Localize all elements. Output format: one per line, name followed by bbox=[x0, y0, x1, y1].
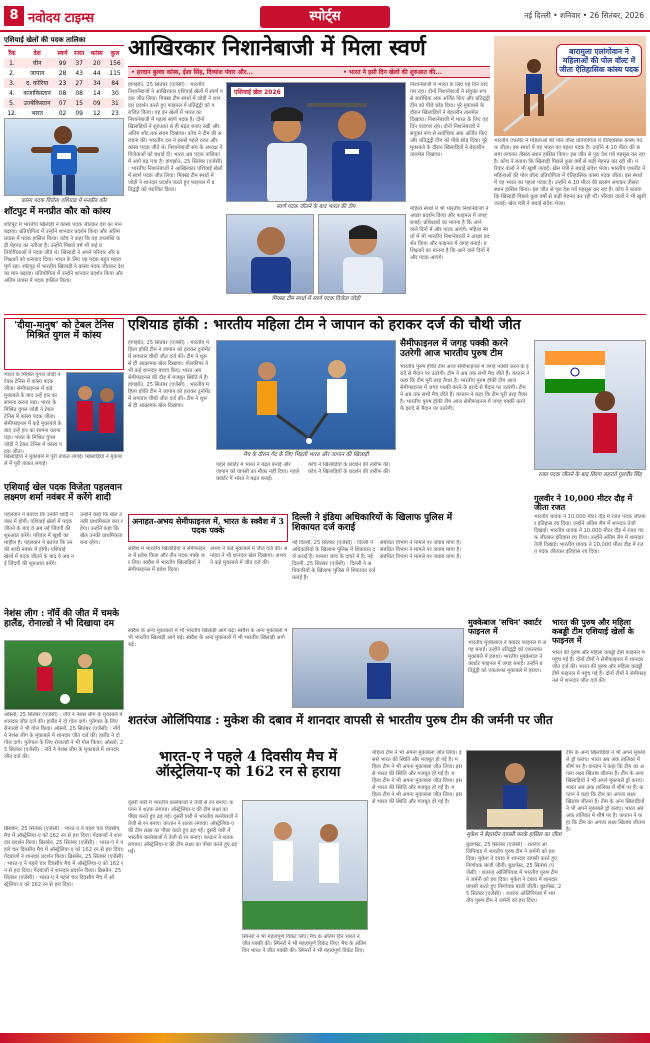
section-divider bbox=[4, 314, 646, 315]
story-body: खिलाड़ियों ने मुकाबले में पूरी ताकत लगाई। खिलाड़ियों ने मुकाबले में पूरी ताकत लगाई। bbox=[4, 454, 122, 467]
cricket-headline: भारत-ए ने पहले 4 दिवसीय मैच में ऑस्ट्रेलिया-ए को 162 रन से हराया bbox=[155, 749, 341, 781]
medalist-figure bbox=[319, 215, 406, 294]
hockey-caption: मैच के दौरान गेंद के लिए भिड़ती भारत और जापान की खिलाड़ी bbox=[243, 452, 369, 458]
story-headline: नेशंस लीग : नॉर्वे की जीत में चमके हालैंड, रोनाल्डो ने भी दिखाया दम bbox=[4, 609, 120, 629]
cricket-story-body-3: स्पिनरों ने भी महत्वपूर्ण विकेट लिए। मैच के अंतिम दिन भारत ने जीत पक्की की। स्पिनरों ने भी महत्वपूर्ण विकेट लिए। मैच के अंतिम दिन भारत ने जीत पक्की की। स्पिनरों ने भी महत्वपूर्ण विकेट लिए। bbox=[242, 934, 367, 954]
football-players-figure bbox=[5, 641, 124, 710]
medalist-figure bbox=[227, 215, 314, 294]
chess-caption: मुकेश ने बेहतरीन वापसी करके हासिल का जीता bbox=[466, 832, 562, 838]
medal-table-box bbox=[4, 36, 124, 116]
photo-caption: कांस्य पदक विजेता एशियाड में मनप्रीत कौर bbox=[21, 198, 107, 204]
table-row: 1. चीन 99 37 20 156 bbox=[4, 58, 124, 68]
hockey-players-figure bbox=[217, 341, 396, 450]
medalist-photo-1 bbox=[226, 214, 314, 294]
medal-table-title: एशियाई खेलों की पदक तालिका bbox=[4, 36, 124, 46]
chess-headline: शतरंज ओलिंपियाड : मुकेश की दबाव में शानदार वापसी से भारतीय पुरुष टीम की जर्मनी पर जीत bbox=[128, 713, 553, 727]
story-body: उन्होंने कहा कि खेल उनकी प्राथमिकता बना रहेगा। उन्होंने कहा कि खेल उनकी प्राथमिकता बना रहेगा। bbox=[80, 512, 123, 546]
cricketers-figure bbox=[243, 801, 368, 930]
kabaddi-headline: भारत की पुरुष और महिला कबड्डी टीम एशियाई खेलों के फाइनल में bbox=[552, 617, 634, 645]
event-badge: एशियाई खेल 2026 bbox=[231, 87, 284, 97]
shotput-athlete-figure bbox=[5, 119, 124, 196]
runner-flag-figure bbox=[535, 341, 646, 470]
story-headline: शॉटपुट में मनप्रीत कौर को कांस्य bbox=[4, 207, 111, 217]
main-story-body: हांगझोउ, 25 सितंबर (एजेंसी) : भारतीय निशानेबाजों ने आखिरकार एशियाई खेलों में स्वर्ण पदक जीत लिया। मिक्स्ड टीम स्पर्धा में जोड़ी ने शानदार प्रदर्शन करते हुए फाइनल में प्रतिद्वंद्वी को पराजित किया। यह इन खेलों में भारत का निशानेबाजी में पहला स्वर्ण पदक है। दोनों खिलाड़ियों ने शुरुआत से ही बढ़त बनाए रखी और अंतिम शॉट तक संयम दिखाया। कोच ने टीम की सराहना की। भारतीय दल ने इससे पहले रजत और कांस्य पदक जीते थे। निशानेबाजी संघ के अध्यक्ष ने विजेताओं को बधाई दी। भारत अब पदक तालिका में आगे बढ़ गया है। हांगझोउ, 25 सितंबर (एजेंसी) : भारतीय निशानेबाजों ने आखिरकार एशियाई खेलों में स्वर्ण पदक जीत लिया। मिक्स्ड टीम स्पर्धा में जोड़ी ने शानदार प्रदर्शन करते हुए फाइनल में प्रतिद्वंद्वी को पराजित किया। bbox=[128, 82, 223, 193]
table-row: 3. द. कोरिया 23 27 34 84 bbox=[4, 78, 124, 88]
dateline: नई दिल्ली • शनिवार • 26 सितंबर, 2026 bbox=[524, 11, 644, 20]
sidebar-story-body: भारतीय एथलीट ने महिलाओं की पोल वॉल्ट प्रतियोगिता में ऐतिहासिक कांस्य पदक जीता। इस स्पर्धा में यह भारत का पहला पदक है। उन्होंने 4.10 मीटर की छलांग लगाकर तीसरा स्थान हासिल किया। इस जीत से पूरा देश गर्व महसूस कर रहा है। कोच ने बताया कि खिलाड़ी पिछले कुछ वर्षों से कड़ी मेहनत कर रही थीं। परिवार वालों ने भी खुशी जताई। खेल मंत्री ने बधाई संदेश भेजा। भारतीय एथलीट ने महिलाओं की पोल वॉल्ट प्रतियोगिता में ऐतिहासिक कांस्य पदक जीता। इस स्पर्धा में यह भारत का पहला पदक है। उन्होंने 4.10 मीटर की छलांग लगाकर तीसरा स्थान हासिल किया। इस जीत से पूरा देश गर्व महसूस कर रहा है। कोच ने बताया कि खिलाड़ी पिछले कुछ वर्षों से कड़ी मेहनत कर रही थीं। परिवार वालों ने भी खुशी जताई। खेल मंत्री ने बधाई संदेश भेजा। bbox=[494, 138, 646, 207]
main-story-body-3: महिला स्पर्धा में भी भारतीय निशानेबाजों ने अच्छा प्रदर्शन किया और फाइनल में जगह बनाई। प्रशिक्षकों का मानना है कि आने वाले दिनों में और पदक आएंगे। महिला स्पर्धा में भी भारतीय निशानेबाजों ने अच्छा प्रदर्शन किया और फाइनल में जगह बनाई। प्रशिक्षकों का मानना है कि आने वाले दिनों में और पदक आएंगे। bbox=[410, 206, 490, 261]
pole-vault-photo bbox=[494, 36, 646, 136]
boxing-headline: मुक्केबाज 'सचिन' क्वार्टर फाइनल में bbox=[468, 617, 542, 636]
page-number: 8 bbox=[4, 6, 24, 26]
tt-headline-box bbox=[4, 318, 124, 370]
runner-headline: गुलवीर ने 10,000 मीटर दौड़ में जीता रजत bbox=[534, 493, 633, 512]
squash-player-figure bbox=[293, 629, 464, 708]
sidebar-headline: बारामुला एलांगोवान ने महिलाओं की पोल वॉल्ट में जीता ऐतिहासिक कांस्य पदक bbox=[556, 44, 642, 77]
main-photo-caption: स्वर्ण पदक जीतने के बाद भारत की टीम bbox=[276, 204, 356, 210]
tt-players-figure bbox=[67, 373, 124, 452]
squash-headline: अनाहत-अभय सेमीफाइनल में, भारत के स्क्वैश में 3 पदक पक्के bbox=[132, 516, 284, 535]
kicker-1: • हरदान बुल्ला कांस्य, ईशा सिंह, दिव्यांश पंवार और... bbox=[131, 69, 254, 76]
medalist-caption: मिक्स्ड टीम स्पर्धा में स्वर्ण पदक विजेता जोड़ी bbox=[271, 296, 361, 302]
cricket-photo bbox=[242, 800, 368, 930]
table-row: 12. भारत 02 09 12 23 bbox=[7, 109, 119, 117]
chess-story-body: बुडापेस्ट, 25 सितंबर (एजेंसी) : शतरंज ओलिंपियाड में भारतीय पुरुष टीम ने जर्मनी को हरा दिया। मुकेश ने दबाव में शानदार वापसी करते हुए निर्णायक बाजी जीती। बुडापेस्ट, 25 सितंबर (एजेंसी) : शतरंज ओलिंपियाड में भारतीय पुरुष टीम ने जर्मनी को हरा दिया। मुकेश ने दबाव में शानदार वापसी करते हुए निर्णायक बाजी जीती। बुडापेस्ट, 25 सितंबर (एजेंसी) : शतरंज ओलिंपियाड में भारतीय पुरुष टीम ने जर्मनी को हरा दिया। bbox=[466, 842, 562, 904]
section-banner: स्पोर्ट्स bbox=[260, 6, 390, 28]
chess-story-body-3: महिला टीम ने भी अपना मुकाबला जीत लिया। इससे भारत की स्थिति और मजबूत हो गई है। महिला टीम ने भी अपना मुकाबला जीत लिया। इससे भारत की स्थिति और मजबूत हो गई है। महिला टीम ने भी अपना मुकाबला जीत लिया। इससे भारत की स्थिति और मजबूत हो गई है। महिला टीम ने भी अपना मुकाबला जीत लिया। इससे भारत की स्थिति और मजबूत हो गई है। bbox=[372, 750, 462, 805]
kicker-bar bbox=[128, 66, 490, 78]
shooters-figure bbox=[227, 83, 406, 202]
table-row: 2. जापान 28 43 44 115 bbox=[9, 69, 121, 77]
story-body: पहलवान ने बताया कि उनकी शादी नवंबर में होगी। एशियाई खेलों में पदक जीतने के बाद वे अब नई जिंदगी की शुरुआत करेंगे। परिवार में खुशी का माहौल है। पहलवान ने बताया कि उनकी शादी नवंबर में होगी। एशियाई खेलों में पदक जीतने के बाद वे अब नई जिंदगी की शुरुआत करेंगे। bbox=[4, 512, 74, 567]
footer-bar bbox=[0, 1033, 650, 1043]
cricket-story-body-2: दूसरी पारी में भारतीय बल्लेबाजों ने तेजी से रन बनाए। कप्तान ने शतक लगाया। ऑस्ट्रेलिया-ए की टीम लक्ष्य का पीछा करते हुए ढह गई। दूसरी पारी में भारतीय बल्लेबाजों ने तेजी से रन बनाए। कप्तान ने शतक लगाया। ऑस्ट्रेलिया-ए की टीम लक्ष्य का पीछा करते हुए ढह गई। दूसरी पारी में भारतीय बल्लेबाजों ने तेजी से रन बनाए। कप्तान ने शतक लगाया। ऑस्ट्रेलिया-ए की टीम लक्ष्य का पीछा करते हुए ढह गई। bbox=[128, 800, 238, 855]
main-story-body-2: निशानेबाजी में भारत के लिए यह दिन यादगार रहा। दोनों निशानेबाजों ने संयुक्त रूप से सर्वाधिक अंक अर्जित किए और प्रतिद्वंद्वी टीम को पीछे छोड़ दिया। पूरे मुकाबले के दौरान खिलाड़ियों ने बेहतरीन तालमेल दिखाया। निशानेबाजी में भारत के लिए यह दिन यादगार रहा। दोनों निशानेबाजों ने संयुक्त रूप से सर्वाधिक अंक अर्जित किए और प्रतिद्वंद्वी टीम को पीछे छोड़ दिया। पूरे मुकाबले के दौरान खिलाड़ियों ने बेहतरीन तालमेल दिखाया। bbox=[410, 82, 490, 158]
runner-photo bbox=[534, 340, 646, 470]
cricket-story-body: ब्रिसबेन, 25 सितंबर (एजेंसी) : भारत-ए ने पहले चार दिवसीय मैच में ऑस्ट्रेलिया-ए को 162 रन से हरा दिया। गेंदबाजों ने शानदार प्रदर्शन किया। ब्रिसबेन, 25 सितंबर (एजेंसी) : भारत-ए ने पहले चार दिवसीय मैच में ऑस्ट्रेलिया-ए को 162 रन से हरा दिया। गेंदबाजों ने शानदार प्रदर्शन किया। ब्रिसबेन, 25 सितंबर (एजेंसी) : भारत-ए ने पहले चार दिवसीय मैच में ऑस्ट्रेलिया-ए को 162 रन से हरा दिया। गेंदबाजों ने शानदार प्रदर्शन किया। ब्रिसबेन, 25 सितंबर (एजेंसी) : भारत-ए ने पहले चार दिवसीय मैच में ऑस्ट्रेलिया-ए को 162 रन से हरा दिया। bbox=[4, 826, 124, 888]
squash-story-body-3: स्क्वैश के अन्य मुकाबलों में भी भारतीय खिलाड़ी आगे बढ़े। स्क्वैश के अन्य मुकाबलों में भी भारतीय खिलाड़ी आगे बढ़े। स्क्वैश के अन्य मुकाबलों में भी भारतीय खिलाड़ी आगे बढ़े। bbox=[128, 628, 288, 648]
chess-player-figure bbox=[467, 751, 562, 830]
table-header-row: रैंक देश स्वर्ण रजत कांस्य कुल bbox=[8, 50, 120, 57]
story-headline: एशियाई खेल पदक विजेता पहलवान लक्ष्मण शर्मा नवंबर में करेंगे शादी bbox=[4, 483, 122, 503]
hockey-story-body-2: पहले क्वार्टर में भारत ने बढ़त बनाई और जापान को वापसी का मौका नहीं दिया। पहले क्वार्टर में भारत ने बढ़त बनाई। bbox=[216, 462, 299, 482]
chess-story-body-2: टीम के अन्य खिलाड़ियों ने भी अपने मुकाबले ड्रॉ कराए। भारत अब अंक तालिका में शीर्ष पर है। कप्तान ने कहा कि टीम का अगला लक्ष्य खिताब जीतना है। टीम के अन्य खिलाड़ियों ने भी अपने मुकाबले ड्रॉ कराए। भारत अब अंक तालिका में शीर्ष पर है। कप्तान ने कहा कि टीम का अगला लक्ष्य खिताब जीतना है। टीम के अन्य खिलाड़ियों ने भी अपने मुकाबले ड्रॉ कराए। भारत अब अंक तालिका में शीर्ष पर है। कप्तान ने कहा कि टीम का अगला लक्ष्य खिताब जीतना है। bbox=[566, 750, 646, 833]
table-row: 5. उज्बेकिस्तान 07 15 09 31 bbox=[4, 98, 124, 108]
kabaddi-story-body: भारत की पुरुष और महिला कबड्डी टीमें फाइनल में पहुंच गई हैं। दोनों टीमों ने सेमीफाइनल में शानदार जीत दर्ज की। भारत की पुरुष और महिला कबड्डी टीमें फाइनल में पहुंच गई हैं। दोनों टीमों ने सेमीफाइनल में शानदार जीत दर्ज की। bbox=[552, 650, 646, 684]
main-headline: आखिरकार निशानेबाजी में मिला स्वर्ण bbox=[128, 35, 426, 61]
runner-story-body: भारतीय धावक ने 10,000 मीटर दौड़ में रजत पदक जीतकर इतिहास रच दिया। उन्होंने अंतिम लैप में शानदार तेजी दिखाई। भारतीय धावक ने 10,000 मीटर दौड़ में रजत पदक जीतकर इतिहास रच दिया। उन्होंने अंतिम लैप में शानदार तेजी दिखाई। भारतीय धावक ने 10,000 मीटर दौड़ में रजत पदक जीतकर इतिहास रच दिया। bbox=[534, 514, 646, 555]
delhi-story-body: नई दिल्ली, 25 सितंबर (एजेंसी) : दिल्ली ने अधिकारियों के खिलाफ पुलिस में शिकायत दर्ज कराई है। मामला जांच के दायरे में है। नई दिल्ली, 25 सितंबर (एजेंसी) : दिल्ली ने अधिकारियों के खिलाफ पुलिस में शिकायत दर्ज कराई है। bbox=[292, 540, 376, 581]
squash-story-body-2: अभय ने कड़े मुकाबले में जीत दर्ज की। अनाहत ने भी शानदार खेल दिखाया। अभय ने कड़े मुकाबले में जीत दर्ज की। bbox=[210, 546, 288, 566]
story-body: भारत के मिश्रित युगल जोड़ी ने टेबल टेनिस में कांस्य पदक जीता। सेमीफाइनल में कड़े मुकाबले के बाद उन्हें हार का सामना करना पड़ा। भारत के मिश्रित युगल जोड़ी ने टेबल टेनिस में कांस्य पदक जीता। सेमीफाइनल में कड़े मुकाबले के बाद उन्हें हार का सामना करना पड़ा। भारत के मिश्रित युगल जोड़ी ने टेबल टेनिस में कांस्य पदक जीता। bbox=[4, 372, 62, 455]
football-photo bbox=[4, 640, 124, 710]
kicker-2: • भारत ने इसी दिन खेलों की शुरुआत की... bbox=[343, 69, 443, 76]
delhi-story-body-2: संबंधित विभाग ने मामले पर जवाब मांगा है। संबंधित विभाग ने मामले पर जवाब मांगा है। संबंधित विभाग ने मामले पर जवाब मांगा है। bbox=[380, 540, 462, 560]
medalist-photo-2 bbox=[318, 214, 406, 294]
medal-table bbox=[4, 48, 124, 118]
table-row: 4. कजाकिस्तान 08 08 14 30 bbox=[9, 89, 119, 97]
hockey-headline: एशियाड हॉकी : भारतीय महिला टीम ने जापान को हराकर दर्ज की चौथी जीत bbox=[128, 317, 521, 333]
story-headline: 'दीया-मानुष' को टेबल टेनिस मिश्रित युगल में कांस्य bbox=[14, 320, 114, 342]
delhi-headline: दिल्ली ने इंडिया अधिकारियों के खिलाफ पुलिस में शिकायत दर्ज कराई bbox=[292, 513, 453, 533]
story-body: ओस्लो, 25 सितंबर (एजेंसी) : नॉर्वे ने नेशंस लीग के मुकाबले में शानदार जीत दर्ज की। हालैंड ने दो गोल दागे। पुर्तगाल के लिए रोनाल्डो ने भी गोल किया। ओस्लो, 25 सितंबर (एजेंसी) : नॉर्वे ने नेशंस लीग के मुकाबले में शानदार जीत दर्ज की। हालैंड ने दो गोल दागे। पुर्तगाल के लिए रोनाल्डो ने भी गोल किया। ओस्लो, 25 सितंबर (एजेंसी) : नॉर्वे ने नेशंस लीग के मुकाबले में शानदार जीत दर्ज की। bbox=[4, 712, 124, 760]
hockey-story-body-3: कोच ने खिलाड़ियों के प्रदर्शन की तारीफ की। कोच ने खिलाड़ियों के प्रदर्शन की तारीफ की। bbox=[308, 462, 391, 475]
semifinal-story-body: भारतीय पुरुष हॉकी टीम आज सेमीफाइनल में जगह पक्की करने के इरादे से मैदान पर उतरेगी। टीम ने अब तक सभी मैच जीते हैं। कप्तान ने कहा कि टीम पूरी तरह तैयार है। भारतीय पुरुष हॉकी टीम आज सेमीफाइनल में जगह पक्की करने के इरादे से मैदान पर उतरेगी। टीम ने अब तक सभी मैच जीते हैं। कप्तान ने कहा कि टीम पूरी तरह तैयार है। भारतीय पुरुष हॉकी टीम आज सेमीफाइनल में जगह पक्की करने के इरादे से मैदान पर उतरेगी। bbox=[400, 364, 530, 412]
squash-headline-box bbox=[128, 514, 288, 542]
athlete-photo bbox=[4, 118, 124, 196]
chess-photo bbox=[466, 750, 562, 830]
squash-story-body: स्क्वैश में भारतीय खिलाड़ियों ने सेमीफाइनल में प्रवेश किया और तीन पदक पक्के कर लिए। स्क्वैश में भारतीय खिलाड़ियों ने सेमीफाइनल में प्रवेश किया। bbox=[128, 546, 206, 573]
tt-photo bbox=[66, 372, 124, 452]
hockey-photo bbox=[216, 340, 396, 450]
semifinal-headline: सैमीफाइनल में जगह पक्की करने उतरेगी आज भारतीय पुरुष टीम bbox=[400, 339, 508, 359]
masthead bbox=[0, 0, 650, 32]
squash-photo bbox=[292, 628, 464, 708]
hockey-story-body: हांगझोउ, 25 सितंबर (एजेंसी) : भारतीय महिला हॉकी टीम ने जापान को हराकर टूर्नामेंट में लगातार चौथी जीत दर्ज की। टीम ने शुरू से ही आक्रामक खेल दिखाया। गोलकीपर ने भी कई शानदार बचाव किए। भारत अब सेमीफाइनल की दौड़ में मजबूत स्थिति में है। हांगझोउ, 25 सितंबर (एजेंसी) : भारतीय महिला हॉकी टीम ने जापान को हराकर टूर्नामेंट में लगातार चौथी जीत दर्ज की। टीम ने शुरू से ही आक्रामक खेल दिखाया। bbox=[128, 340, 211, 409]
boxing-story-body: भारतीय मुक्केबाज ने क्वार्टर फाइनल में जगह बनाई। उन्होंने प्रतिद्वंद्वी को एकतरफा मुकाबले में हराया। भारतीय मुक्केबाज ने क्वार्टर फाइनल में जगह बनाई। उन्होंने प्रतिद्वंद्वी को एकतरफा मुकाबले में हराया। bbox=[468, 640, 547, 674]
main-photo bbox=[226, 82, 406, 202]
story-body: शॉटपुट में भारतीय खिलाड़ी ने कांस्य पदक जीतकर देश का मान बढ़ाया। प्रतियोगिता में उन्होंने शानदार प्रदर्शन किया और अंतिम प्रयास में पदक हासिल किया। कोच ने कहा कि यह उपलब्धि कड़ी मेहनत का नतीजा है। उन्होंने पिछले वर्ष भी कई प्रतियोगिताओं में पदक जीते थे। खिलाड़ी ने अपने परिवार और प्रशिक्षकों को धन्यवाद दिया। भारत के लिए यह पदक बहुत महत्वपूर्ण रहा। शॉटपुट में भारतीय खिलाड़ी ने कांस्य पदक जीतकर देश का मान बढ़ाया। प्रतियोगिता में उन्होंने शानदार प्रदर्शन किया और अंतिम प्रयास में पदक हासिल किया। bbox=[4, 222, 124, 284]
paper-name: नवोदय टाइम्स bbox=[28, 11, 95, 26]
runner-caption: रजत पदक जीतने के बाद तिरंगा लहराते गुलवीर सिंह bbox=[538, 472, 642, 478]
